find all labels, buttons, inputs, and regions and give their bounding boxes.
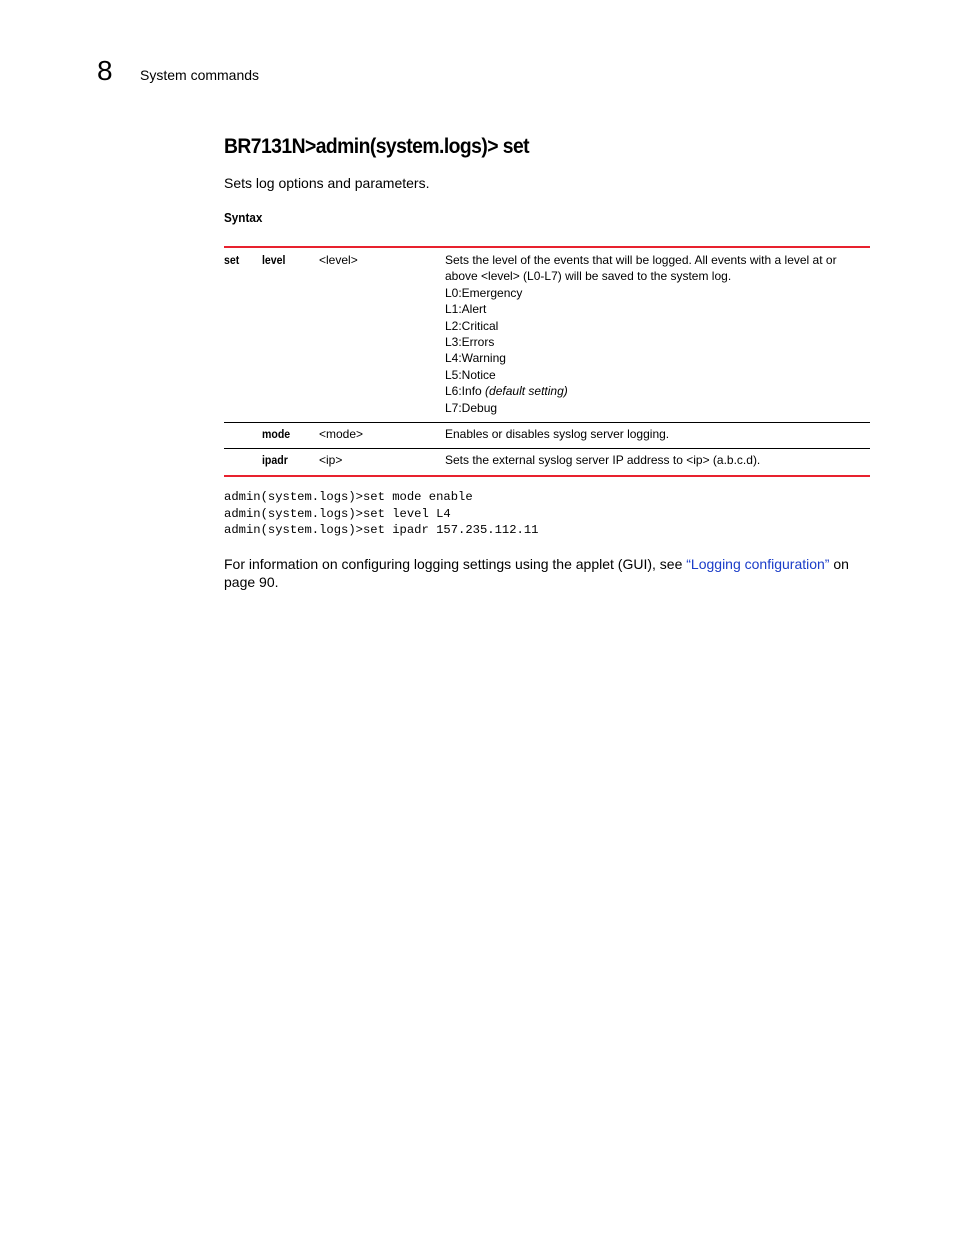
parameter-description — [445, 247, 870, 423]
level-item: L2:Critical — [445, 318, 499, 333]
parameter-description: Sets the external syslog server IP address to <ip> (a.b.c.d). — [445, 449, 870, 476]
info-paragraph — [224, 555, 874, 591]
level-item-label: L6:Info — [445, 384, 482, 399]
example-code-block — [224, 489, 539, 539]
level-item: L1:Alert — [445, 302, 487, 317]
logging-configuration-link[interactable]: “Logging configuration” — [686, 556, 830, 572]
level-item-default — [445, 383, 870, 399]
default-note: (default setting) — [485, 384, 568, 399]
code-line: admin(system.logs)>set mode enable — [224, 490, 473, 504]
level-item: L4:Warning — [445, 351, 506, 366]
syntax-table — [224, 246, 870, 477]
level-item: L0:Emergency — [445, 285, 523, 300]
chapter-title: System commands — [140, 67, 260, 83]
description-text: Sets the level of the events that will be logged. All events with a level at or above <level> (L0-L7) will be saved to the system log. — [445, 253, 837, 284]
table-row — [224, 247, 870, 423]
syntax-heading: Syntax — [224, 210, 263, 225]
code-line: admin(system.logs)>set level L4 — [224, 506, 451, 521]
option-keyword: ipadr — [262, 453, 288, 468]
option-keyword: level — [262, 253, 286, 267]
parameter-value: <ip> — [319, 449, 445, 476]
table-row — [224, 423, 870, 449]
parameter-value: <level> — [319, 247, 445, 423]
intro-text: Sets log options and parameters. — [224, 175, 430, 191]
info-text: For information on configuring logging settings using the applet (GUI), see — [224, 556, 687, 572]
page-title: BR7131N>admin(system.logs)> set — [224, 135, 530, 158]
code-line: admin(system.logs)>set ipadr 157.235.112.11 — [224, 523, 539, 537]
parameter-value: <mode> — [319, 423, 445, 449]
command-keyword: set — [224, 253, 240, 267]
info-text-page: on page 90. — [224, 556, 849, 590]
table-row — [224, 449, 870, 476]
level-item: L5:Notice — [445, 367, 496, 382]
option-keyword: mode — [262, 427, 291, 442]
chapter-number: 8 — [97, 55, 113, 86]
parameter-description: Enables or disables syslog server logging. — [445, 423, 870, 449]
level-item: L7:Debug — [445, 400, 498, 415]
level-item: L3:Errors — [445, 335, 495, 350]
